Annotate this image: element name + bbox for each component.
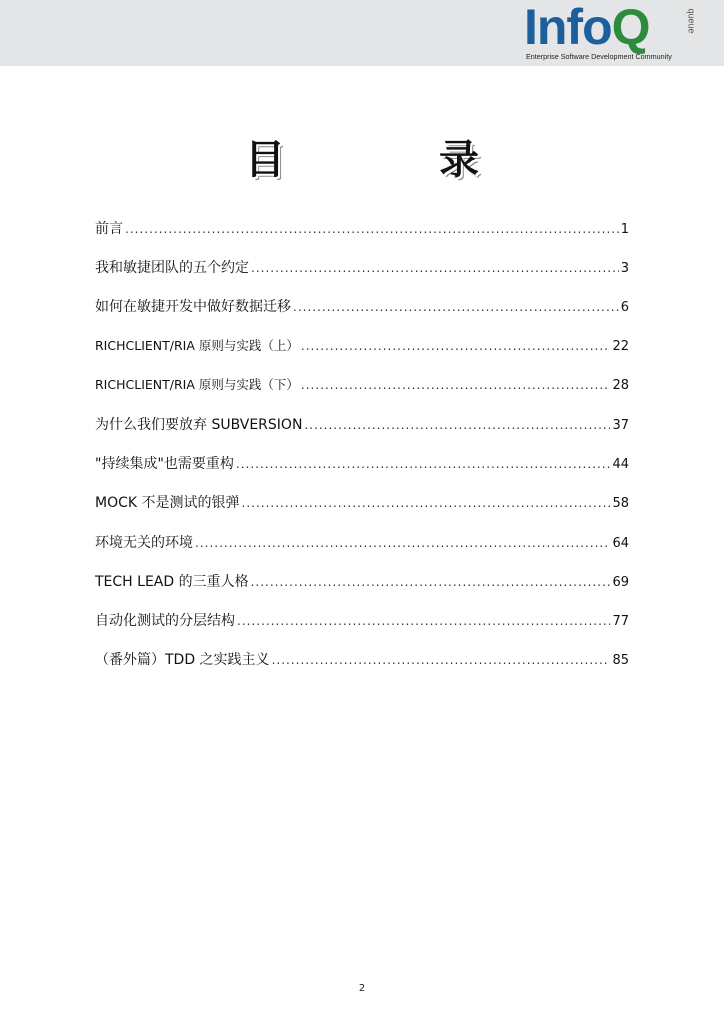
toc-entry-page: 44	[612, 457, 629, 473]
toc-entry-page: 77	[612, 613, 629, 629]
dot-leader	[304, 418, 610, 432]
toc-entry-page: 69	[612, 574, 629, 590]
dot-leader	[236, 457, 611, 471]
toc-entry-page: 58	[612, 496, 629, 512]
toc-entry-title: "持续集成"也需要重构	[95, 456, 234, 473]
infoq-logo	[524, 0, 704, 62]
page-title: 目 录	[245, 137, 549, 183]
dot-leader	[272, 653, 611, 667]
toc-entry[interactable]	[95, 296, 629, 335]
toc-entry[interactable]	[95, 453, 629, 492]
toc-entry-page: 64	[612, 535, 629, 551]
dot-leader	[195, 536, 610, 550]
toc-entry-page: 85	[612, 653, 629, 669]
dot-leader	[301, 378, 611, 392]
toc-entry-title: RICHCLIENT/RIA 原则与实践（上）	[95, 337, 299, 353]
toc-entry[interactable]	[95, 532, 629, 571]
toc-entry[interactable]	[95, 257, 629, 296]
dot-leader	[251, 261, 619, 275]
toc-entry[interactable]	[95, 218, 629, 257]
toc-entry-title: MOCK 不是测试的银弹	[95, 495, 240, 512]
toc-entry-page: 37	[612, 417, 629, 433]
dot-leader	[251, 575, 611, 589]
toc-entry-title: 前言	[95, 221, 123, 237]
dot-leader	[293, 300, 619, 314]
toc-entry-title: 我和敏捷团队的五个约定	[95, 260, 249, 277]
toc-entry[interactable]	[95, 492, 629, 531]
toc-entry-title: 环境无关的环境	[95, 534, 193, 551]
toc-entry[interactable]	[95, 336, 629, 375]
table-of-contents	[95, 218, 629, 688]
toc-entry-page: 6	[620, 300, 629, 316]
toc-entry[interactable]	[95, 414, 629, 453]
toc-entry[interactable]	[95, 375, 629, 414]
dot-leader	[301, 339, 611, 353]
dot-leader	[125, 222, 619, 236]
toc-entry-title: TECH LEAD 的三重人格	[95, 573, 249, 590]
toc-entry-page: 22	[612, 338, 629, 354]
toc-entry-title: （番外篇）TDD 之实践主义	[95, 652, 270, 669]
logo-queue-text: queue	[686, 8, 697, 34]
toc-entry-page: 3	[620, 261, 629, 277]
toc-entry[interactable]	[95, 649, 629, 688]
toc-entry-title: 为什么我们要放弃 SUBVERSION	[95, 416, 303, 433]
toc-entry-title: RICHCLIENT/RIA 原则与实践（下）	[95, 376, 299, 392]
logo-tagline: Enterprise Software Development Community	[526, 52, 672, 61]
toc-entry-title: 自动化测试的分层结构	[95, 612, 235, 629]
dot-leader	[242, 496, 611, 510]
toc-entry[interactable]	[95, 610, 629, 649]
dot-leader	[237, 614, 610, 628]
page-number: 2	[358, 983, 366, 994]
toc-entry-title: 如何在敏捷开发中做好数据迁移	[95, 299, 291, 316]
toc-entry[interactable]	[95, 571, 629, 610]
logo-wordmark: InfoQ	[524, 0, 650, 55]
toc-entry-page: 28	[612, 377, 629, 393]
toc-entry-page: 1	[620, 222, 629, 237]
